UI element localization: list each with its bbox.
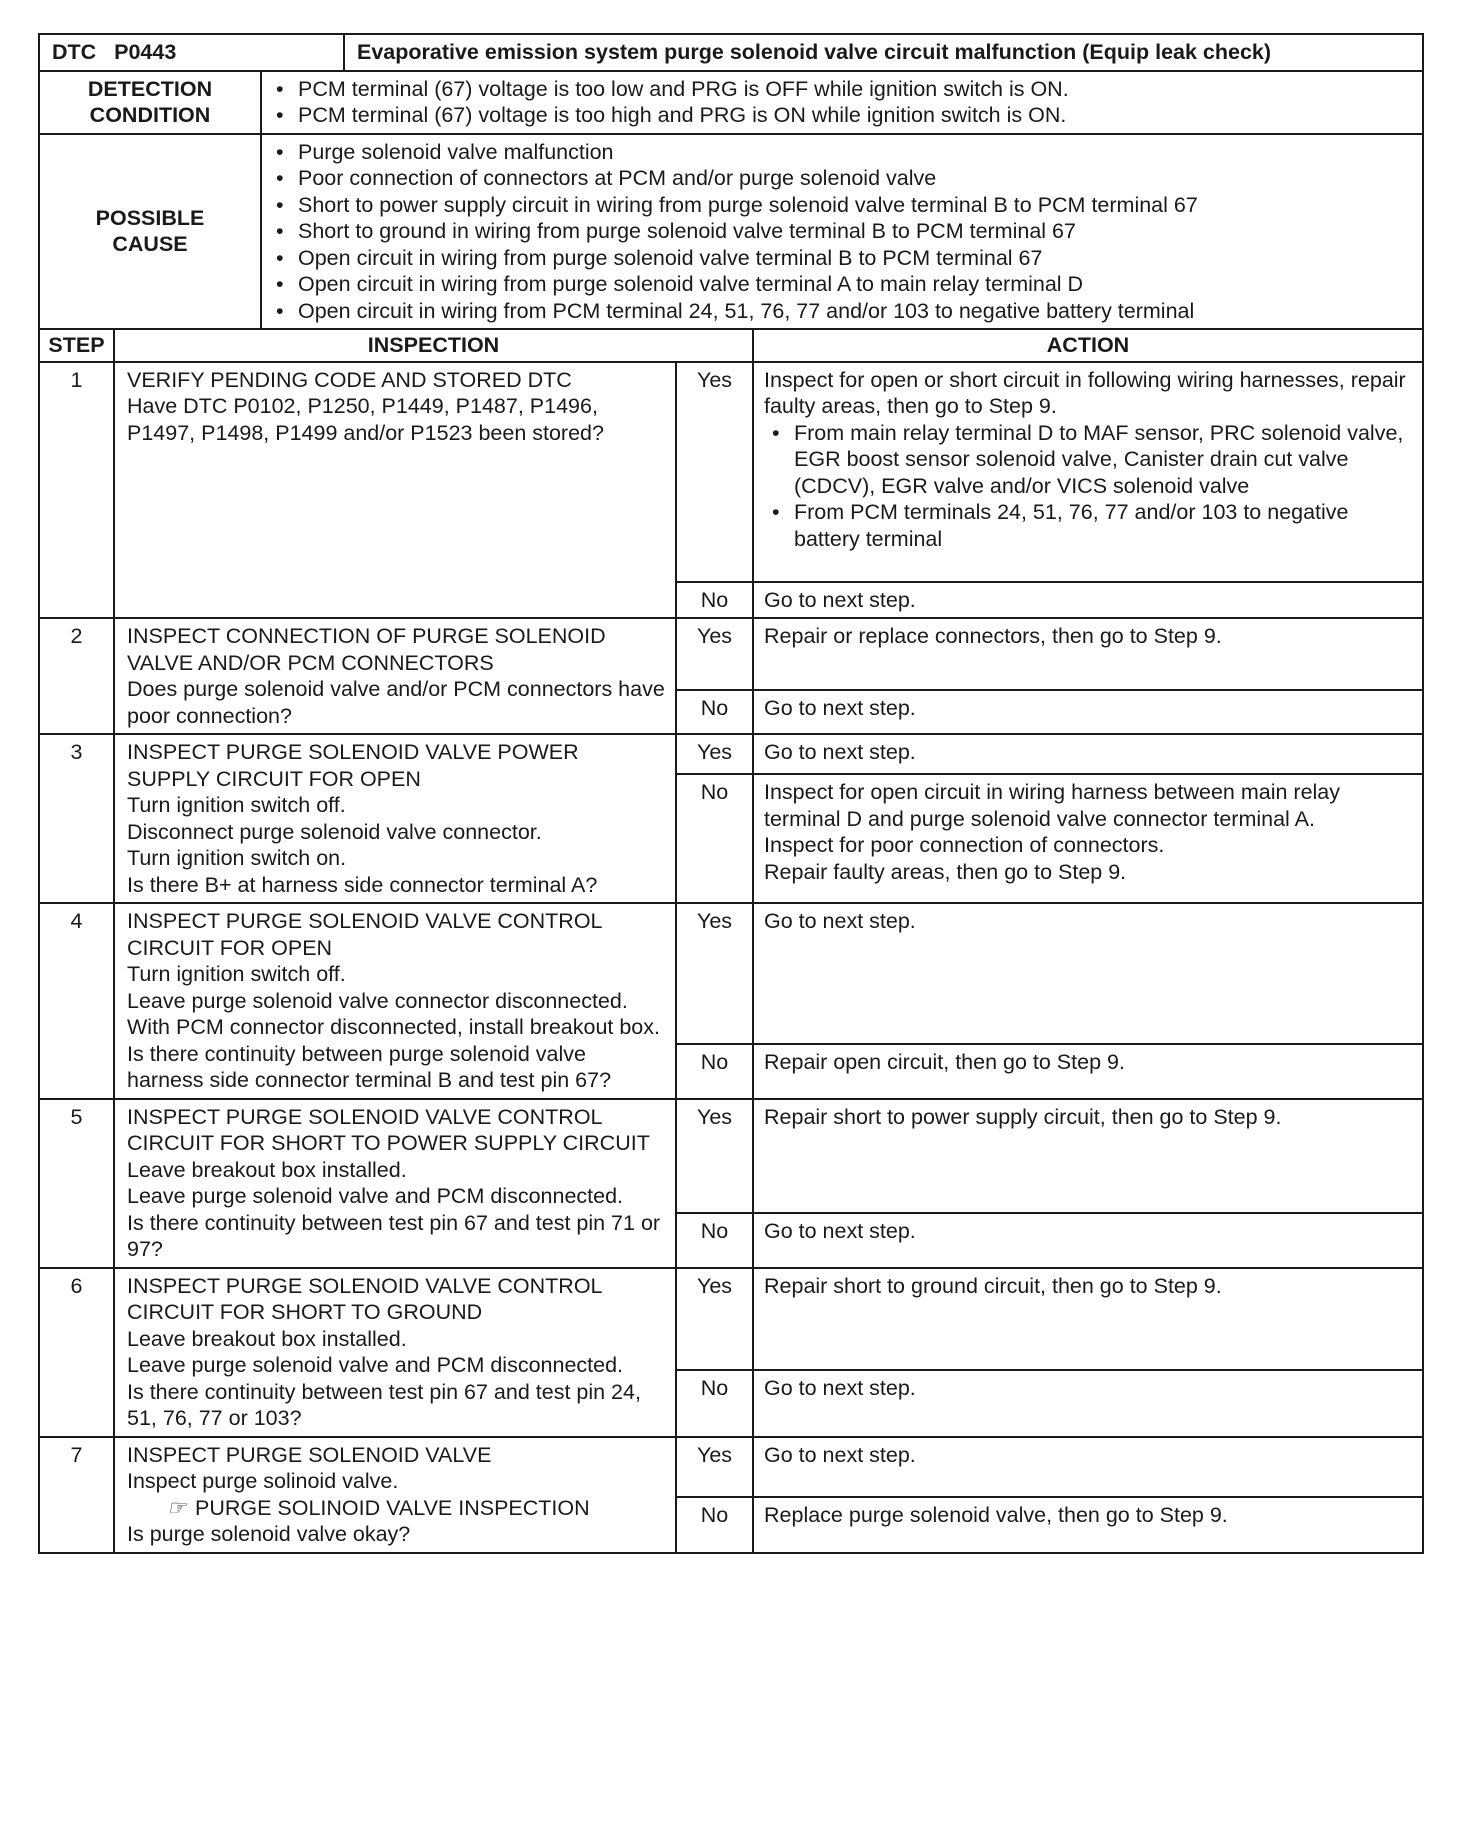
step-body: Turn ignition switch off.	[127, 793, 346, 817]
step-body: Is there B+ at harness side connector terminal A?	[127, 872, 598, 897]
step-5-inspection	[114, 1099, 676, 1268]
detection-condition-row	[39, 71, 1423, 134]
answer-yes: Yes	[676, 362, 753, 582]
answer-no: No	[676, 774, 753, 903]
cause-item: • Purge solenoid valve malfunction	[268, 139, 1416, 166]
yes-action: Inspect for open or short circuit in following wiring harnesses, repair faulty areas, then go to Step 9. • From main relay terminal D to MAF sensor, PRC solenoid valve, EGR boost sensor solenoid valve, Canister drain cut valve (CDCV), EGR valve and/or VICS solenoid valve • From PCM terminals 24, 51, 76, 77 and/or 103 to negative battery terminal	[753, 362, 1423, 582]
step-title: INSPECT PURGE SOLENOID VALVE CONTROL CIRCUIT FOR OPEN	[127, 909, 602, 960]
cause-item: • Short to power supply circuit in wiring from purge solenoid valve terminal B to PCM terminal 67	[268, 192, 1416, 219]
step-body: Is there continuity between test pin 67 and test pin 71 or 97?	[127, 1210, 661, 1261]
yes-action: Go to next step.	[753, 903, 1423, 1044]
step-body: Leave breakout box installed.	[127, 1326, 407, 1351]
yes-action: Repair short to power supply circuit, then go to Step 9.	[753, 1099, 1423, 1213]
step-6-inspection	[114, 1268, 676, 1437]
step-body: Turn ignition switch on.	[127, 846, 347, 870]
step-2-yes-row	[39, 618, 1423, 690]
step-body: Leave purge solenoid valve and PCM disconnected.	[127, 1184, 624, 1208]
step-body: Is purge solenoid valve okay?	[127, 1522, 411, 1546]
step-title: INSPECT PURGE SOLENOID VALVE CONTROL CIRCUIT FOR SHORT TO GROUND	[127, 1273, 602, 1324]
dtc-title: Evaporative emission system purge solenoid valve circuit malfunction (Equip leak check)	[344, 34, 1423, 71]
action-bullet: • From main relay terminal D to MAF sensor, PRC solenoid valve, EGR boost sensor solenoid valve, Canister drain cut valve (CDCV), EGR valve and/or VICS solenoid valve	[764, 420, 1412, 500]
detection-condition-label: DETECTION CONDITION	[39, 71, 261, 134]
step-body: Inspect purge solinoid valve.	[127, 1469, 399, 1493]
step-7-inspection	[114, 1437, 676, 1553]
action-bullet: • From PCM terminals 24, 51, 76, 77 and/or 103 to negative battery terminal	[764, 499, 1412, 552]
step-2-inspection	[114, 618, 676, 734]
step-body: Leave breakout box installed.	[127, 1157, 407, 1182]
col-action: ACTION	[753, 329, 1423, 362]
step-body: With PCM connector disconnected, install breakout box.	[127, 1015, 660, 1039]
answer-yes: Yes	[676, 618, 753, 690]
step-body: Leave purge solenoid valve and PCM disconnected.	[127, 1353, 624, 1377]
step-1-yes-row	[39, 362, 1423, 582]
cause-item: • Open circuit in wiring from PCM terminal 24, 51, 76, 77 and/or 103 to negative battery terminal	[268, 298, 1416, 325]
reference-text: PURGE SOLINOID VALVE INSPECTION	[194, 1495, 590, 1520]
dtc-title-row	[39, 34, 1423, 71]
cause-item: • Open circuit in wiring from purge solenoid valve terminal B to PCM terminal 67	[268, 245, 1416, 272]
step-number: 3	[39, 734, 114, 903]
no-action: Repair open circuit, then go to Step 9.	[753, 1044, 1423, 1099]
answer-no: No	[676, 1044, 753, 1099]
step-body: Does purge solenoid valve and/or PCM connectors have poor connection?	[127, 677, 665, 728]
detection-item: • PCM terminal (67) voltage is too low and PRG is OFF while ignition switch is ON.	[268, 76, 1416, 103]
cause-item: • Short to ground in wiring from purge solenoid valve terminal B to PCM terminal 67	[268, 218, 1416, 245]
yes-action: Repair or replace connectors, then go to Step 9.	[753, 618, 1423, 690]
condition-table	[38, 70, 1424, 331]
inspection-steps-table	[38, 328, 1424, 1554]
diagnostic-procedure-sheet	[38, 33, 1424, 1554]
no-action: Replace purge solenoid valve, then go to Step 9.	[753, 1497, 1423, 1553]
no-action: Go to next step.	[753, 582, 1423, 619]
yes-action: Go to next step.	[753, 734, 1423, 774]
step-number: 1	[39, 362, 114, 619]
col-step: STEP	[39, 329, 114, 362]
yes-action: Go to next step.	[753, 1437, 1423, 1497]
no-action: Go to next step.	[753, 690, 1423, 734]
answer-no: No	[676, 690, 753, 734]
cause-item: • Open circuit in wiring from purge solenoid valve terminal A to main relay terminal D	[268, 271, 1416, 298]
dtc-header-table	[38, 33, 1424, 72]
col-inspection: INSPECTION	[114, 329, 753, 362]
step-3-yes-row	[39, 734, 1423, 774]
step-number: 4	[39, 903, 114, 1099]
dtc-code: P0443	[114, 40, 177, 64]
step-number: 6	[39, 1268, 114, 1437]
step-body: Have DTC P0102, P1250, P1449, P1487, P1496, P1497, P1498, P1499 and/or P1523 been stored?	[127, 394, 604, 445]
answer-yes: Yes	[676, 1099, 753, 1213]
answer-no: No	[676, 1497, 753, 1553]
step-number: 2	[39, 618, 114, 734]
possible-cause-label: POSSIBLE CAUSE	[39, 134, 261, 330]
step-number: 5	[39, 1099, 114, 1268]
step-title: INSPECT PURGE SOLENOID VALVE CONTROL CIRCUIT FOR SHORT TO POWER SUPPLY CIRCUIT	[127, 1104, 650, 1155]
step-title: INSPECT PURGE SOLENOID VALVE	[127, 1442, 492, 1467]
answer-yes: Yes	[676, 1437, 753, 1497]
pointing-hand-icon: ☞	[167, 1495, 187, 1520]
answer-yes: Yes	[676, 734, 753, 774]
step-title: INSPECT CONNECTION OF PURGE SOLENOID VALVE AND/OR PCM CONNECTORS	[127, 624, 606, 675]
detection-item: • PCM terminal (67) voltage is too high and PRG is ON while ignition switch is ON.	[268, 102, 1416, 129]
step-7-yes-row	[39, 1437, 1423, 1497]
no-action: Go to next step.	[753, 1213, 1423, 1268]
possible-cause-row	[39, 134, 1423, 330]
answer-no: No	[676, 1213, 753, 1268]
reference-link[interactable]	[127, 1495, 665, 1522]
step-body: Disconnect purge solenoid valve connector.	[127, 819, 542, 844]
step-body: Leave purge solenoid valve connector disconnected.	[127, 988, 628, 1013]
answer-yes: Yes	[676, 903, 753, 1044]
answer-yes: Yes	[676, 1268, 753, 1370]
answer-no: No	[676, 1370, 753, 1437]
dtc-label: DTC	[52, 40, 97, 64]
steps-header-row	[39, 329, 1423, 362]
possible-cause-list	[261, 134, 1423, 330]
step-5-yes-row	[39, 1099, 1423, 1213]
step-body: Is there continuity between test pin 67 and test pin 24, 51, 76, 77 or 103?	[127, 1379, 641, 1430]
step-body: Turn ignition switch off.	[127, 962, 346, 986]
step-6-yes-row	[39, 1268, 1423, 1370]
cause-item: • Poor connection of connectors at PCM and/or purge solenoid valve	[268, 165, 1416, 192]
step-body: Is there continuity between purge solenoid valve harness side connector terminal B and test pin 67?	[127, 1041, 612, 1092]
answer-no: No	[676, 582, 753, 619]
step-4-yes-row	[39, 903, 1423, 1044]
detection-condition-list	[261, 71, 1423, 134]
step-title: VERIFY PENDING CODE AND STORED DTC	[127, 367, 572, 392]
step-1-inspection	[114, 362, 676, 619]
dtc-code-cell	[39, 34, 344, 71]
no-action: Go to next step.	[753, 1370, 1423, 1437]
step-3-inspection	[114, 734, 676, 903]
step-number: 7	[39, 1437, 114, 1553]
step-4-inspection	[114, 903, 676, 1099]
step-title: INSPECT PURGE SOLENOID VALVE POWER SUPPLY CIRCUIT FOR OPEN	[127, 740, 579, 791]
no-action: Inspect for open circuit in wiring harness between main relay terminal D and purge solenoid valve connector terminal A. Inspect for poor connection of connectors. Repair faulty areas, then go to Step 9.	[753, 774, 1423, 903]
yes-action: Repair short to ground circuit, then go to Step 9.	[753, 1268, 1423, 1370]
